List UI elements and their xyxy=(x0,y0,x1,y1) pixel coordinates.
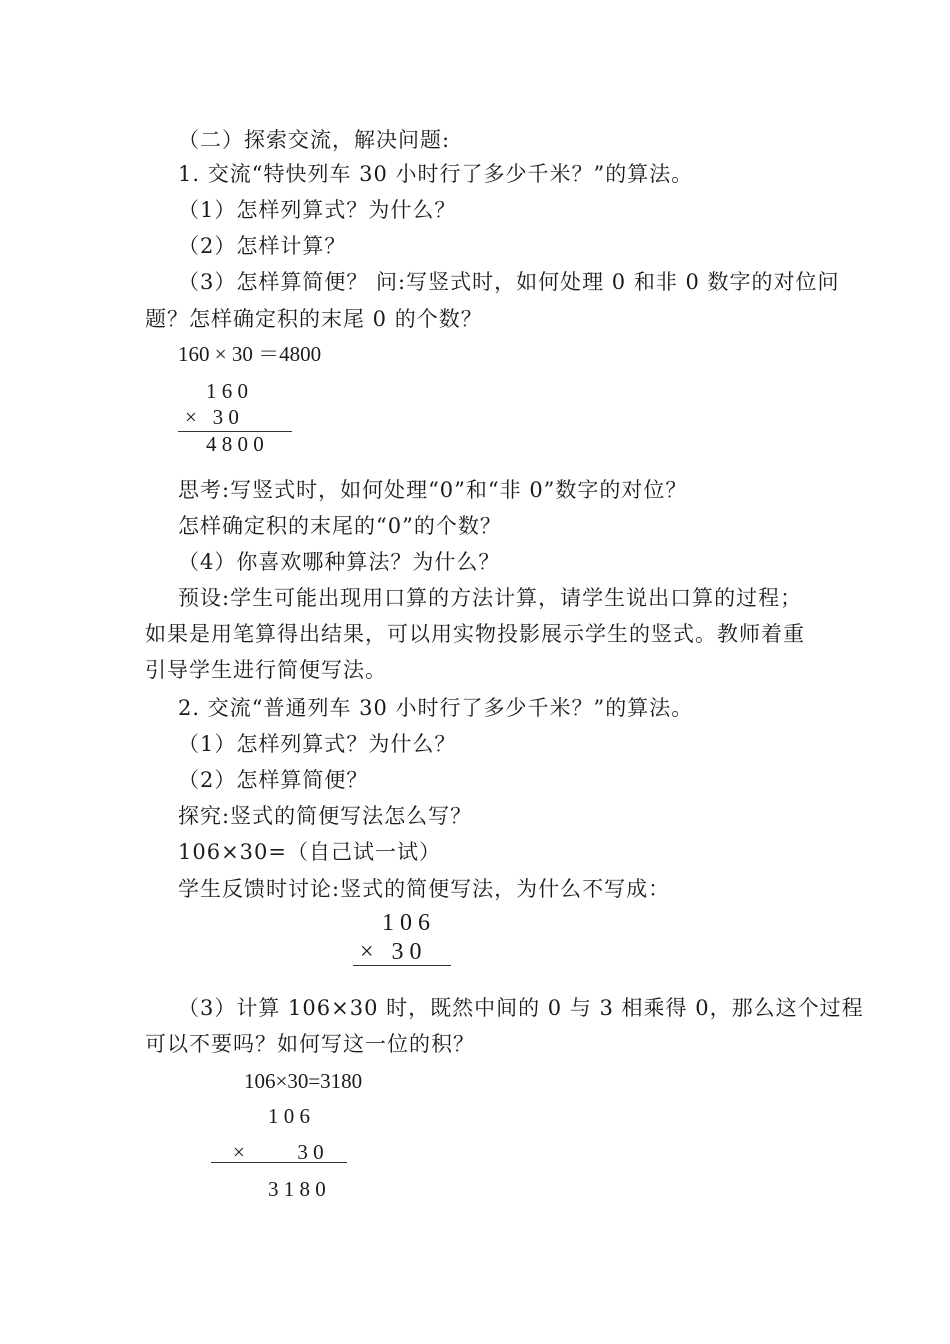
item1-vertical-result: 4 8 0 0 xyxy=(206,432,264,456)
item1-vertical-multiplier: × 3 0 xyxy=(185,405,239,429)
item1-question-4: （4）你喜欢哪种算法？为什么？ xyxy=(178,550,501,574)
item1-think-line2: 怎样确定积的末尾的“0”的个数？ xyxy=(178,514,502,538)
item1-preset-line3: 引导学生进行简便写法。 xyxy=(145,658,387,682)
item2-equation: 106×30=3180 xyxy=(244,1069,363,1093)
item1-question-3-line1: （3）怎样算简便？ 问:写竖式时，如何处理 0 和非 0 数字的对位问 xyxy=(178,270,840,294)
item2-vertical-a-rule xyxy=(353,965,451,966)
item2-try: 106×30=（自己试一试） xyxy=(178,840,441,864)
item2-explore: 探究:竖式的简便写法怎么写？ xyxy=(178,804,473,828)
item1-question-1: （1）怎样列算式？为什么？ xyxy=(178,198,457,222)
item2-vertical-b-top: 1 0 6 xyxy=(268,1104,310,1128)
item2-vertical-a-top: 1 0 6 xyxy=(382,910,430,936)
item2-vertical-b-rule xyxy=(211,1162,347,1163)
section-heading: （二）探索交流，解决问题: xyxy=(178,128,451,152)
item2-question-2: （2）怎样算简便？ xyxy=(178,768,369,792)
item1-preset-line1: 预设:学生可能出现用口算的方法计算，请学生说出口算的过程； xyxy=(178,586,803,610)
item2-title: 2. 交流“普通列车 30 小时行了多少千米？”的算法。 xyxy=(178,696,694,720)
item2-vertical-b-result: 3 1 8 0 xyxy=(268,1177,326,1201)
item1-title: 1. 交流“特快列车 30 小时行了多少千米？”的算法。 xyxy=(178,162,694,186)
item1-question-2: （2）怎样计算？ xyxy=(178,234,347,258)
item2-feedback: 学生反馈时讨论:竖式的简便写法，为什么不写成： xyxy=(178,877,671,901)
item1-think-line1: 思考:写竖式时，如何处理“0”和“非 0”数字的对位？ xyxy=(178,478,688,502)
item2-question-3-line1: （3）计算 106×30 时，既然中间的 0 与 3 相乘得 0，那么这个过程 xyxy=(178,996,864,1020)
item2-vertical-b-multiplier: × 3 0 xyxy=(233,1140,324,1164)
item2-vertical-a-multiplier: × 3 0 xyxy=(360,939,422,965)
item1-preset-line2: 如果是用笔算得出结果，可以用实物投影展示学生的竖式。教师着重 xyxy=(145,622,805,646)
item2-question-1: （1）怎样列算式？为什么？ xyxy=(178,732,457,756)
item2-question-3-line2: 可以不要吗？如何写这一位的积？ xyxy=(145,1032,475,1056)
item1-equation: 160 × 30 ＝4800 xyxy=(178,342,322,366)
item1-question-3-line2: 题？怎样确定积的末尾 0 的个数？ xyxy=(145,307,483,331)
item1-vertical-top: 1 6 0 xyxy=(206,379,248,403)
